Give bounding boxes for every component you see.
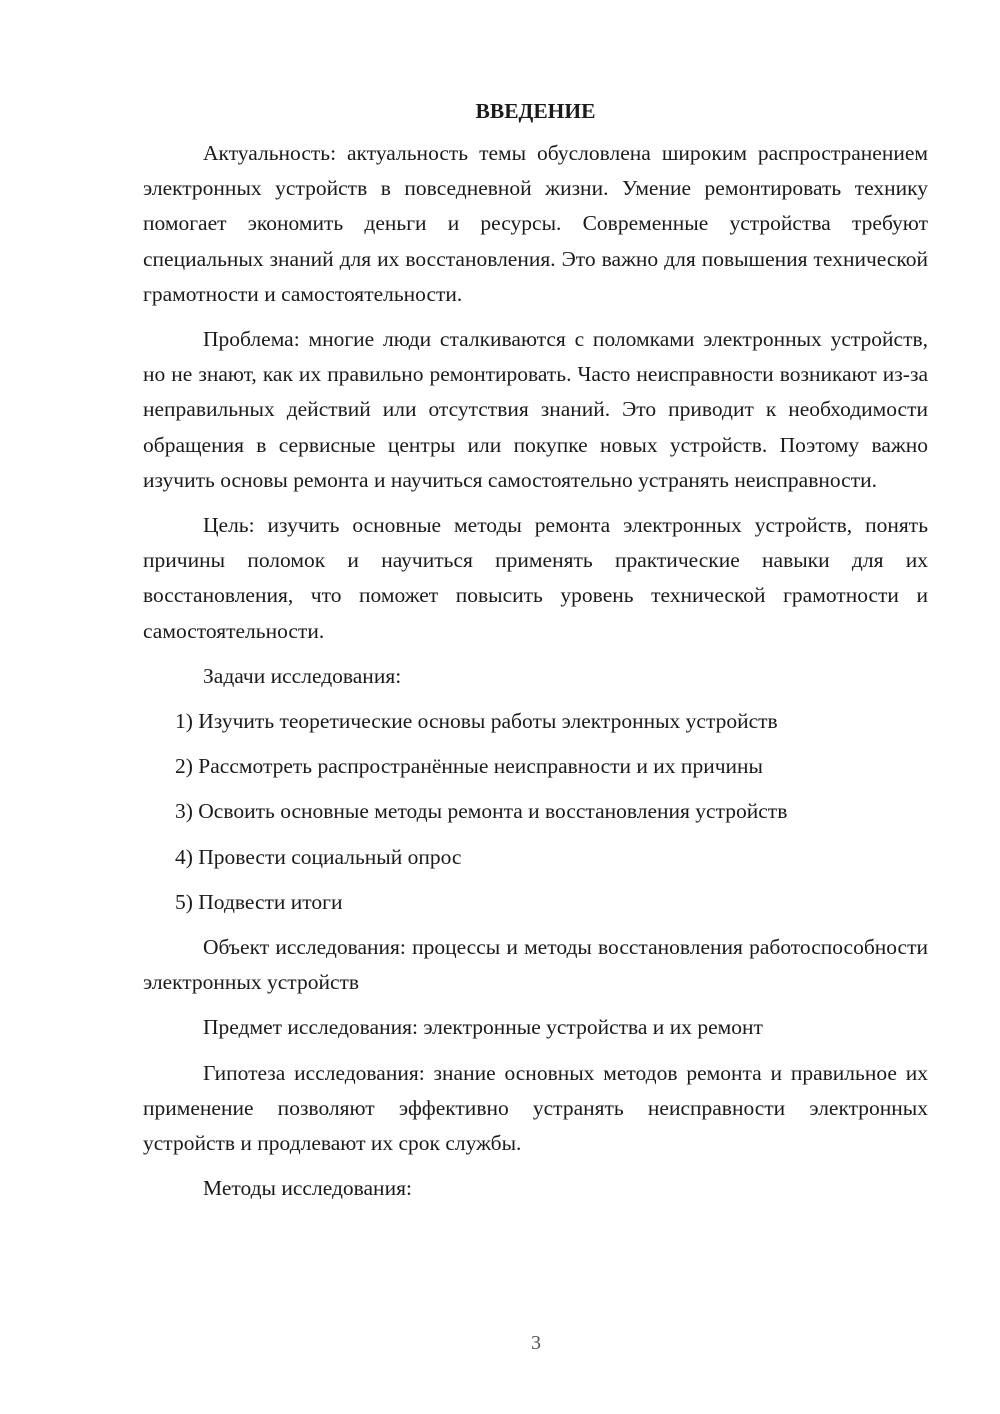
list-item: 2) Рассмотреть распространённые неисправности и их причины: [175, 754, 763, 779]
paragraph-subject: Предмет исследования: электронные устройства и их ремонт: [203, 1015, 763, 1040]
list-item: 3) Освоить основные методы ремонта и восстановления устройств: [175, 799, 788, 824]
paragraph-relevance: Актуальность: актуальность темы обусловлена широким распространением электронных устройств в повседневной жизни. Умение ремонтировать технику помогает экономить деньги и ресурсы. Современные устройства требуют специальных знаний для их восстановления. Это важно для повышения технической грамотности и самостоятельности.: [143, 141, 928, 306]
list-item: 1) Изучить теоретические основы работы электронных устройств: [175, 709, 778, 734]
paragraph-hypothesis: Гипотеза исследования: знание основных методов ремонта и правильное их применение позволяют эффективно устранять неисправности электронных устройств и продлевают их срок службы.: [143, 1060, 928, 1156]
page-title: ВВЕДЕНИЕ: [475, 99, 596, 123]
document-page: [143, 96, 928, 1216]
list-item: 4) Провести социальный опрос: [175, 844, 462, 869]
list-item: 5) Подвести итоги: [175, 889, 343, 914]
paragraph-goal: Цель: изучить основные методы ремонта электронных устройств, понять причины поломок и научиться применять практические навыки для их восстановления, что поможет повысить уровень технической грамотности и самостоятельности.: [143, 513, 928, 643]
paragraph-object: Объект исследования: процессы и методы восстановления работоспособности электронных устройств: [143, 935, 928, 995]
tasks-heading: Задачи исследования:: [203, 663, 402, 688]
methods-heading: Методы исследования:: [203, 1176, 412, 1201]
page-number: 3: [531, 1332, 541, 1354]
paragraph-problem: Проблема: многие люди сталкиваются с поломками электронных устройств, но не знают, как их правильно ремонтировать. Часто неисправности возникают из-за неправильных действий или отсутствия знаний. Это приводит к необходимости обращения в сервисные центры или покупке новых устройств. Поэтому важно изучить основы ремонта и научиться самостоятельно устранять неисправности.: [143, 327, 928, 492]
tasks-list: [143, 704, 928, 920]
